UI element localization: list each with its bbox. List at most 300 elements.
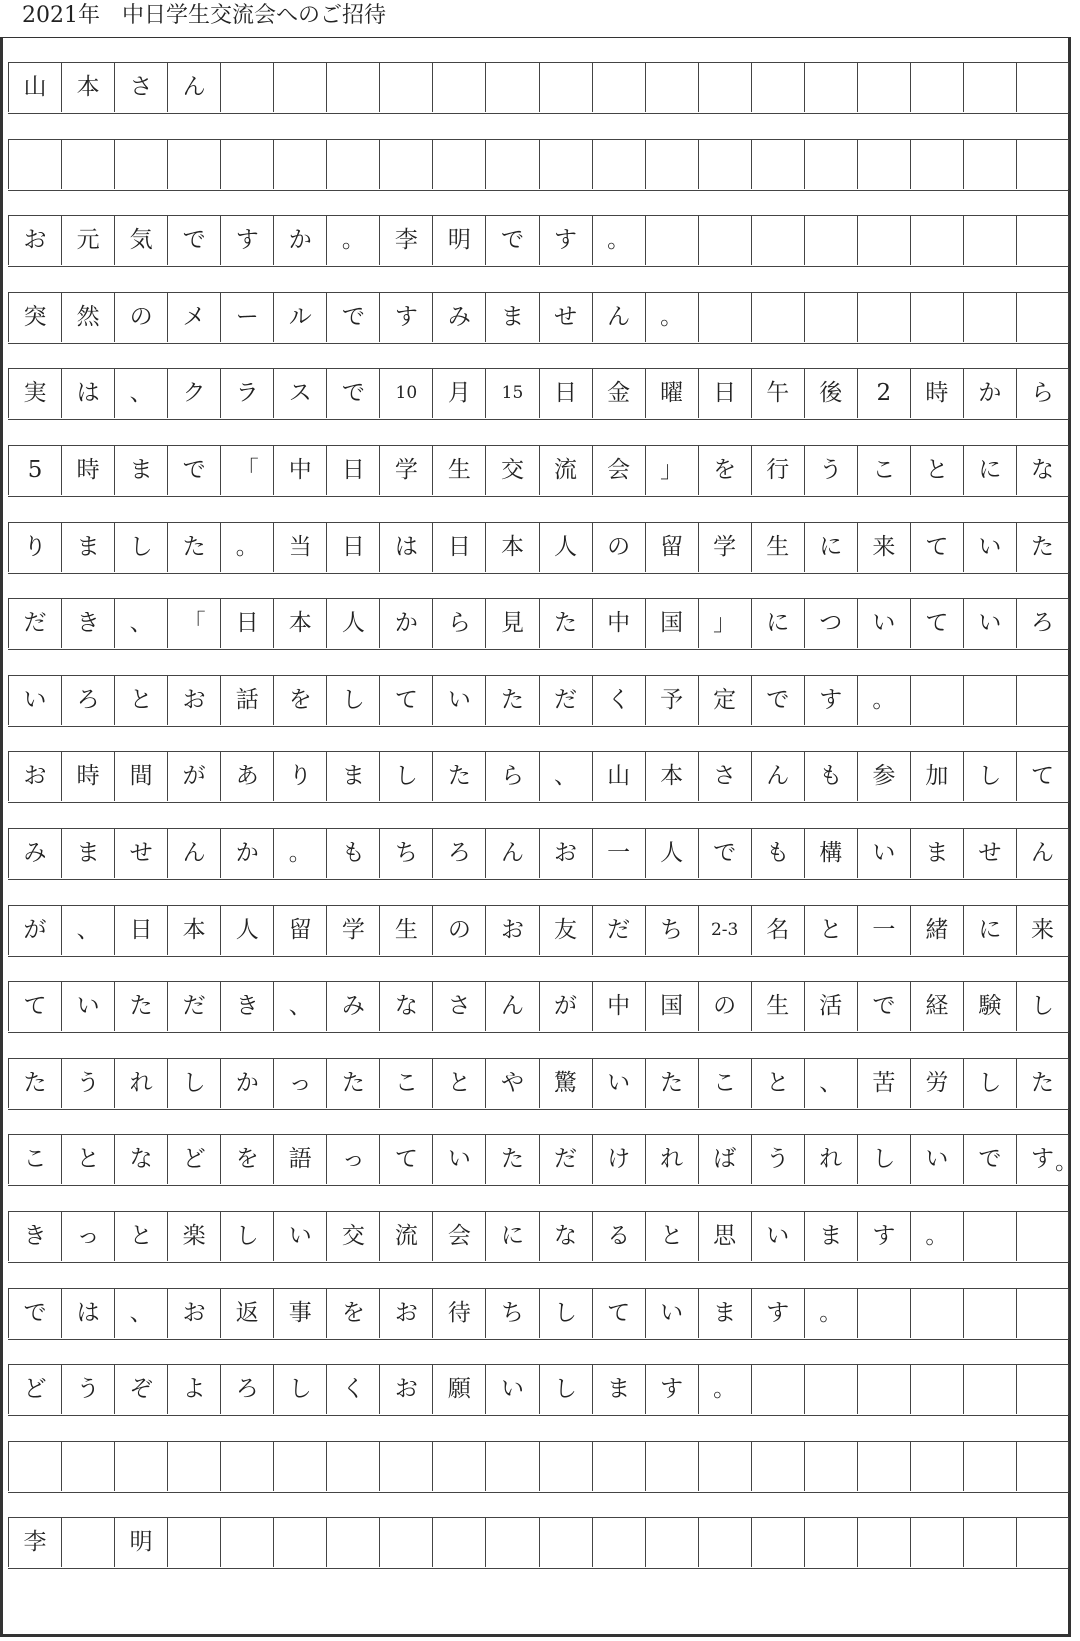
grid-cell: で — [963, 1135, 1016, 1184]
grid-cell: 構 — [804, 829, 857, 878]
grid-cell: と — [114, 676, 167, 725]
grid-cell: 李 — [8, 1518, 61, 1567]
grid-cell: し — [857, 1135, 910, 1184]
grid-cell — [1016, 1289, 1069, 1338]
grid-cell: し — [539, 1365, 592, 1414]
grid-cell: 交 — [326, 1212, 379, 1261]
grid-cell — [857, 1289, 910, 1338]
grid-cell: た — [485, 1135, 538, 1184]
grid-cell — [963, 140, 1016, 189]
grid-cell: せ — [539, 293, 592, 342]
grid-cell: 日 — [114, 906, 167, 955]
grid-cell: お — [379, 1289, 432, 1338]
grid-cell — [114, 1442, 167, 1491]
grid-cell: 日 — [220, 599, 273, 648]
grid-cell: 本 — [485, 523, 538, 572]
grid-cell: れ — [114, 1059, 167, 1108]
grid-cell — [61, 140, 114, 189]
grid-cell — [963, 1289, 1016, 1338]
grid-cell: だ — [592, 906, 645, 955]
grid-cell — [592, 63, 645, 112]
grid-cell: と — [114, 1212, 167, 1261]
grid-cell: 返 — [220, 1289, 273, 1338]
grid-cell: で — [167, 216, 220, 265]
grid-cell: ま — [592, 1365, 645, 1414]
grid-cell: ー — [220, 293, 273, 342]
grid-cell: す — [539, 216, 592, 265]
grid-cell: 明 — [114, 1518, 167, 1567]
grid-cell — [910, 63, 963, 112]
grid-cell: 語 — [273, 1135, 326, 1184]
grid-cell — [61, 1442, 114, 1491]
grid-cell: お — [8, 216, 61, 265]
grid-cell: 加 — [910, 752, 963, 801]
grid-cell — [963, 63, 1016, 112]
grid-cell: れ — [804, 1135, 857, 1184]
grid-cell: 、 — [273, 982, 326, 1031]
grid-cell: し — [1016, 982, 1069, 1031]
grid-cell: ど — [167, 1135, 220, 1184]
grid-cell — [539, 1518, 592, 1567]
grid-cell: 。 — [698, 1365, 751, 1414]
grid-cell: ス — [273, 369, 326, 418]
grid-cell: 突 — [8, 293, 61, 342]
grid-cell: 生 — [751, 523, 804, 572]
grid-cell: 、 — [114, 369, 167, 418]
grid-cell: っ — [61, 1212, 114, 1261]
grid-cell: 」 — [698, 599, 751, 648]
grid-cell: う — [751, 1135, 804, 1184]
grid-cell: て — [592, 1289, 645, 1338]
grid-cell — [698, 293, 751, 342]
grid-cell: い — [432, 676, 485, 725]
grid-cell: う — [804, 446, 857, 495]
grid-cell — [539, 63, 592, 112]
grid-cell — [220, 1518, 273, 1567]
grid-cell: し — [114, 523, 167, 572]
grid-cell: 日 — [698, 369, 751, 418]
grid-cell — [220, 140, 273, 189]
grid-cell: 2-3 — [698, 906, 751, 955]
grid-cell: の — [592, 523, 645, 572]
grid-cell: ん — [167, 829, 220, 878]
grid-cell: て — [8, 982, 61, 1031]
grid-cell — [485, 63, 538, 112]
grid-cell: つ — [804, 599, 857, 648]
grid-cell: か — [273, 216, 326, 265]
grid-cell — [698, 1442, 751, 1491]
grid-cell: が — [167, 752, 220, 801]
overflow-punctuation: 。 — [1055, 1149, 1078, 1176]
grid-cell: う — [61, 1365, 114, 1414]
grid-cell: し — [220, 1212, 273, 1261]
grid-cell: す — [645, 1365, 698, 1414]
grid-cell: の — [698, 982, 751, 1031]
grid-cell — [1016, 676, 1069, 725]
grid-cell — [857, 63, 910, 112]
grid-cell: す — [220, 216, 273, 265]
grid-cell: て — [910, 523, 963, 572]
grid-cell: 学 — [379, 446, 432, 495]
grid-cell — [379, 140, 432, 189]
grid-cell: メ — [167, 293, 220, 342]
grid-cell: 験 — [963, 982, 1016, 1031]
grid-cell: 話 — [220, 676, 273, 725]
grid-cell: 2 — [857, 369, 910, 418]
grid-row — [8, 368, 1069, 420]
grid-cell: 明 — [432, 216, 485, 265]
grid-cell: ち — [485, 1289, 538, 1338]
grid-cell: 山 — [8, 63, 61, 112]
grid-cell: す — [751, 1289, 804, 1338]
grid-cell: い — [857, 599, 910, 648]
grid-cell: 会 — [592, 446, 645, 495]
grid-cell: ち — [645, 906, 698, 955]
grid-cell: 生 — [379, 906, 432, 955]
grid-cell — [910, 140, 963, 189]
grid-cell: い — [857, 829, 910, 878]
grid-cell: 流 — [379, 1212, 432, 1261]
grid-cell — [857, 1442, 910, 1491]
grid-row — [8, 1134, 1078, 1186]
grid-cell — [910, 1442, 963, 1491]
grid-cell: 。 — [645, 293, 698, 342]
grid-cell — [592, 140, 645, 189]
grid-cell: な — [114, 1135, 167, 1184]
grid-cell: 思 — [698, 1212, 751, 1261]
grid-cell: 本 — [61, 63, 114, 112]
grid-cell — [592, 1518, 645, 1567]
grid-cell: た — [114, 982, 167, 1031]
grid-cell — [910, 1365, 963, 1414]
grid-cell — [963, 1442, 1016, 1491]
grid-cell: は — [61, 1289, 114, 1338]
grid-cell: 名 — [751, 906, 804, 955]
grid-cell: に — [963, 446, 1016, 495]
grid-cell — [645, 1518, 698, 1567]
grid-cell: 本 — [645, 752, 698, 801]
grid-cell: ん — [751, 752, 804, 801]
grid-cell: 留 — [645, 523, 698, 572]
grid-cell — [273, 1518, 326, 1567]
grid-cell — [379, 63, 432, 112]
grid-cell: す — [857, 1212, 910, 1261]
grid-cell: ど — [8, 1365, 61, 1414]
grid-cell: で — [326, 293, 379, 342]
grid-cell: 人 — [539, 523, 592, 572]
grid-cell: に — [963, 906, 1016, 955]
grid-cell — [539, 1442, 592, 1491]
grid-cell: 学 — [698, 523, 751, 572]
grid-cell: と — [61, 1135, 114, 1184]
grid-cell: み — [326, 982, 379, 1031]
grid-cell: 一 — [592, 829, 645, 878]
grid-cell — [963, 676, 1016, 725]
grid-cell — [1016, 1365, 1069, 1414]
grid-cell: 苦 — [857, 1059, 910, 1108]
grid-cell: て — [910, 599, 963, 648]
grid-cell: 日 — [326, 523, 379, 572]
grid-cell: し — [167, 1059, 220, 1108]
grid-cell: 。 — [857, 676, 910, 725]
grid-cell — [1016, 1518, 1069, 1567]
grid-cell — [857, 140, 910, 189]
grid-cell: と — [804, 906, 857, 955]
grid-cell: 事 — [273, 1289, 326, 1338]
grid-cell: 後 — [804, 369, 857, 418]
grid-cell: ん — [485, 982, 538, 1031]
grid-cell: 願 — [432, 1365, 485, 1414]
grid-cell: う — [61, 1059, 114, 1108]
grid-cell: に — [751, 599, 804, 648]
grid-cell: 時 — [61, 752, 114, 801]
grid-cell: で — [167, 446, 220, 495]
grid-cell — [857, 216, 910, 265]
grid-cell: 金 — [592, 369, 645, 418]
grid-cell: す — [379, 293, 432, 342]
grid-cell — [167, 1442, 220, 1491]
grid-row — [8, 828, 1069, 880]
grid-cell: 労 — [910, 1059, 963, 1108]
grid-cell: 中 — [273, 446, 326, 495]
grid-cell — [645, 63, 698, 112]
grid-cell: い — [645, 1289, 698, 1338]
grid-row — [8, 292, 1069, 344]
grid-cell: ろ — [1016, 599, 1069, 648]
grid-cell: た — [539, 599, 592, 648]
grid-cell: お — [539, 829, 592, 878]
grid-cell: い — [751, 1212, 804, 1261]
grid-row — [8, 981, 1069, 1033]
grid-cell: た — [432, 752, 485, 801]
grid-cell: も — [804, 752, 857, 801]
grid-cell: だ — [539, 676, 592, 725]
grid-cell: 定 — [698, 676, 751, 725]
grid-cell: み — [8, 829, 61, 878]
grid-cell: き — [8, 1212, 61, 1261]
grid-cell — [910, 1289, 963, 1338]
grid-cell — [963, 216, 1016, 265]
grid-cell — [326, 140, 379, 189]
grid-cell: た — [1016, 1059, 1069, 1108]
grid-cell: で — [698, 829, 751, 878]
grid-cell — [485, 140, 538, 189]
grid-cell — [485, 1518, 538, 1567]
grid-row — [8, 215, 1069, 267]
grid-cell: 流 — [539, 446, 592, 495]
grid-cell: ろ — [61, 676, 114, 725]
grid-row — [8, 1441, 1069, 1493]
grid-cell — [804, 140, 857, 189]
grid-cell: だ — [8, 599, 61, 648]
grid-cell: ぞ — [114, 1365, 167, 1414]
grid-cell: で — [326, 369, 379, 418]
grid-cell — [379, 1518, 432, 1567]
grid-cell: ろ — [432, 829, 485, 878]
grid-cell: ら — [485, 752, 538, 801]
grid-cell: な — [539, 1212, 592, 1261]
grid-cell — [910, 216, 963, 265]
grid-cell: り — [8, 523, 61, 572]
grid-row — [8, 522, 1069, 574]
grid-cell — [751, 1518, 804, 1567]
grid-cell: 。 — [592, 216, 645, 265]
grid-cell: を — [698, 446, 751, 495]
grid-cell — [751, 140, 804, 189]
grid-cell: 活 — [804, 982, 857, 1031]
grid-cell — [698, 216, 751, 265]
grid-cell: か — [379, 599, 432, 648]
grid-cell: 驚 — [539, 1059, 592, 1108]
grid-cell: は — [61, 369, 114, 418]
grid-cell: せ — [963, 829, 1016, 878]
grid-cell: 山 — [592, 752, 645, 801]
grid-cell: 、 — [114, 599, 167, 648]
grid-cell — [432, 140, 485, 189]
grid-cell: ま — [61, 523, 114, 572]
grid-cell: い — [963, 599, 1016, 648]
grid-cell: か — [220, 829, 273, 878]
grid-cell: 間 — [114, 752, 167, 801]
grid-cell: 。 — [220, 523, 273, 572]
grid-cell: か — [220, 1059, 273, 1108]
grid-cell: い — [963, 523, 1016, 572]
grid-cell: て — [379, 676, 432, 725]
grid-cell: 李 — [379, 216, 432, 265]
grid-cell — [273, 140, 326, 189]
grid-cell: 「 — [220, 446, 273, 495]
grid-cell: い — [592, 1059, 645, 1108]
grid-cell — [963, 1212, 1016, 1261]
grid-cell — [114, 140, 167, 189]
grid-cell: ち — [379, 829, 432, 878]
grid-cell: お — [379, 1365, 432, 1414]
grid-cell: 10 — [379, 369, 432, 418]
grid-row — [8, 1517, 1069, 1569]
grid-cell — [432, 1518, 485, 1567]
grid-cell — [432, 63, 485, 112]
grid-row — [8, 905, 1069, 957]
grid-cell: ま — [910, 829, 963, 878]
grid-cell: こ — [698, 1059, 751, 1108]
grid-cell: 。 — [910, 1212, 963, 1261]
grid-cell — [804, 293, 857, 342]
grid-cell: 「 — [167, 599, 220, 648]
grid-cell: 15 — [485, 369, 538, 418]
grid-row — [8, 1288, 1069, 1340]
grid-cell: 元 — [61, 216, 114, 265]
grid-cell: 予 — [645, 676, 698, 725]
grid-cell: い — [61, 982, 114, 1031]
grid-cell: 然 — [61, 293, 114, 342]
grid-cell: 生 — [751, 982, 804, 1031]
grid-row — [8, 1058, 1069, 1110]
manuscript-sheet — [0, 37, 1078, 1637]
grid-cell: 学 — [326, 906, 379, 955]
grid-cell: ん — [485, 829, 538, 878]
grid-cell: 午 — [751, 369, 804, 418]
grid-cell — [645, 216, 698, 265]
grid-cell: を — [273, 676, 326, 725]
grid-cell: ん — [167, 63, 220, 112]
grid-cell — [167, 1518, 220, 1567]
grid-row — [8, 445, 1069, 497]
grid-cell — [8, 1442, 61, 1491]
grid-cell — [804, 216, 857, 265]
grid-cell: 中 — [592, 982, 645, 1031]
grid-cell — [220, 1442, 273, 1491]
grid-cell: 日 — [326, 446, 379, 495]
grid-cell — [698, 1518, 751, 1567]
grid-cell: だ — [539, 1135, 592, 1184]
grid-cell — [645, 1442, 698, 1491]
grid-cell: 。 — [804, 1289, 857, 1338]
grid-cell: で — [485, 216, 538, 265]
grid-cell: 時 — [910, 369, 963, 418]
grid-cell: ま — [804, 1212, 857, 1261]
grid-cell: い — [8, 676, 61, 725]
grid-cell — [804, 1518, 857, 1567]
grid-cell — [539, 140, 592, 189]
grid-cell: こ — [857, 446, 910, 495]
grid-cell: ま — [485, 293, 538, 342]
grid-cell: れ — [645, 1135, 698, 1184]
grid-cell: く — [592, 676, 645, 725]
grid-cell: ル — [273, 293, 326, 342]
grid-cell — [857, 1365, 910, 1414]
grid-cell: お — [485, 906, 538, 955]
grid-cell: 本 — [167, 906, 220, 955]
grid-cell: 経 — [910, 982, 963, 1031]
grid-cell: く — [326, 1365, 379, 1414]
grid-cell — [167, 140, 220, 189]
grid-cell: す — [804, 676, 857, 725]
grid-cell — [698, 140, 751, 189]
grid-cell: 人 — [220, 906, 273, 955]
grid-cell: 実 — [8, 369, 61, 418]
grid-cell — [1016, 1212, 1069, 1261]
grid-cell: み — [432, 293, 485, 342]
grid-cell: な — [379, 982, 432, 1031]
grid-cell: あ — [220, 752, 273, 801]
grid-cell: さ — [432, 982, 485, 1031]
page-title: 2021年 中日学生交流会へのご招待 — [22, 3, 386, 28]
grid-cell: 、 — [539, 752, 592, 801]
grid-cell: な — [1016, 446, 1069, 495]
grid-cell: い — [273, 1212, 326, 1261]
grid-cell: し — [379, 752, 432, 801]
grid-cell — [1016, 216, 1069, 265]
grid-cell: を — [220, 1135, 273, 1184]
grid-cell: た — [485, 676, 538, 725]
grid-cell: 、 — [114, 1289, 167, 1338]
grid-cell: 一 — [857, 906, 910, 955]
grid-cell: で — [857, 982, 910, 1031]
grid-cell: 待 — [432, 1289, 485, 1338]
grid-row — [8, 1211, 1069, 1263]
grid-cell: ま — [61, 829, 114, 878]
grid-cell: 緒 — [910, 906, 963, 955]
grid-cell — [61, 1518, 114, 1567]
grid-cell: 日 — [432, 523, 485, 572]
grid-cell — [326, 63, 379, 112]
grid-cell: ま — [698, 1289, 751, 1338]
grid-cell — [804, 63, 857, 112]
grid-cell: ら — [432, 599, 485, 648]
grid-cell — [910, 676, 963, 725]
grid-cell: 日 — [539, 369, 592, 418]
grid-cell: 当 — [273, 523, 326, 572]
